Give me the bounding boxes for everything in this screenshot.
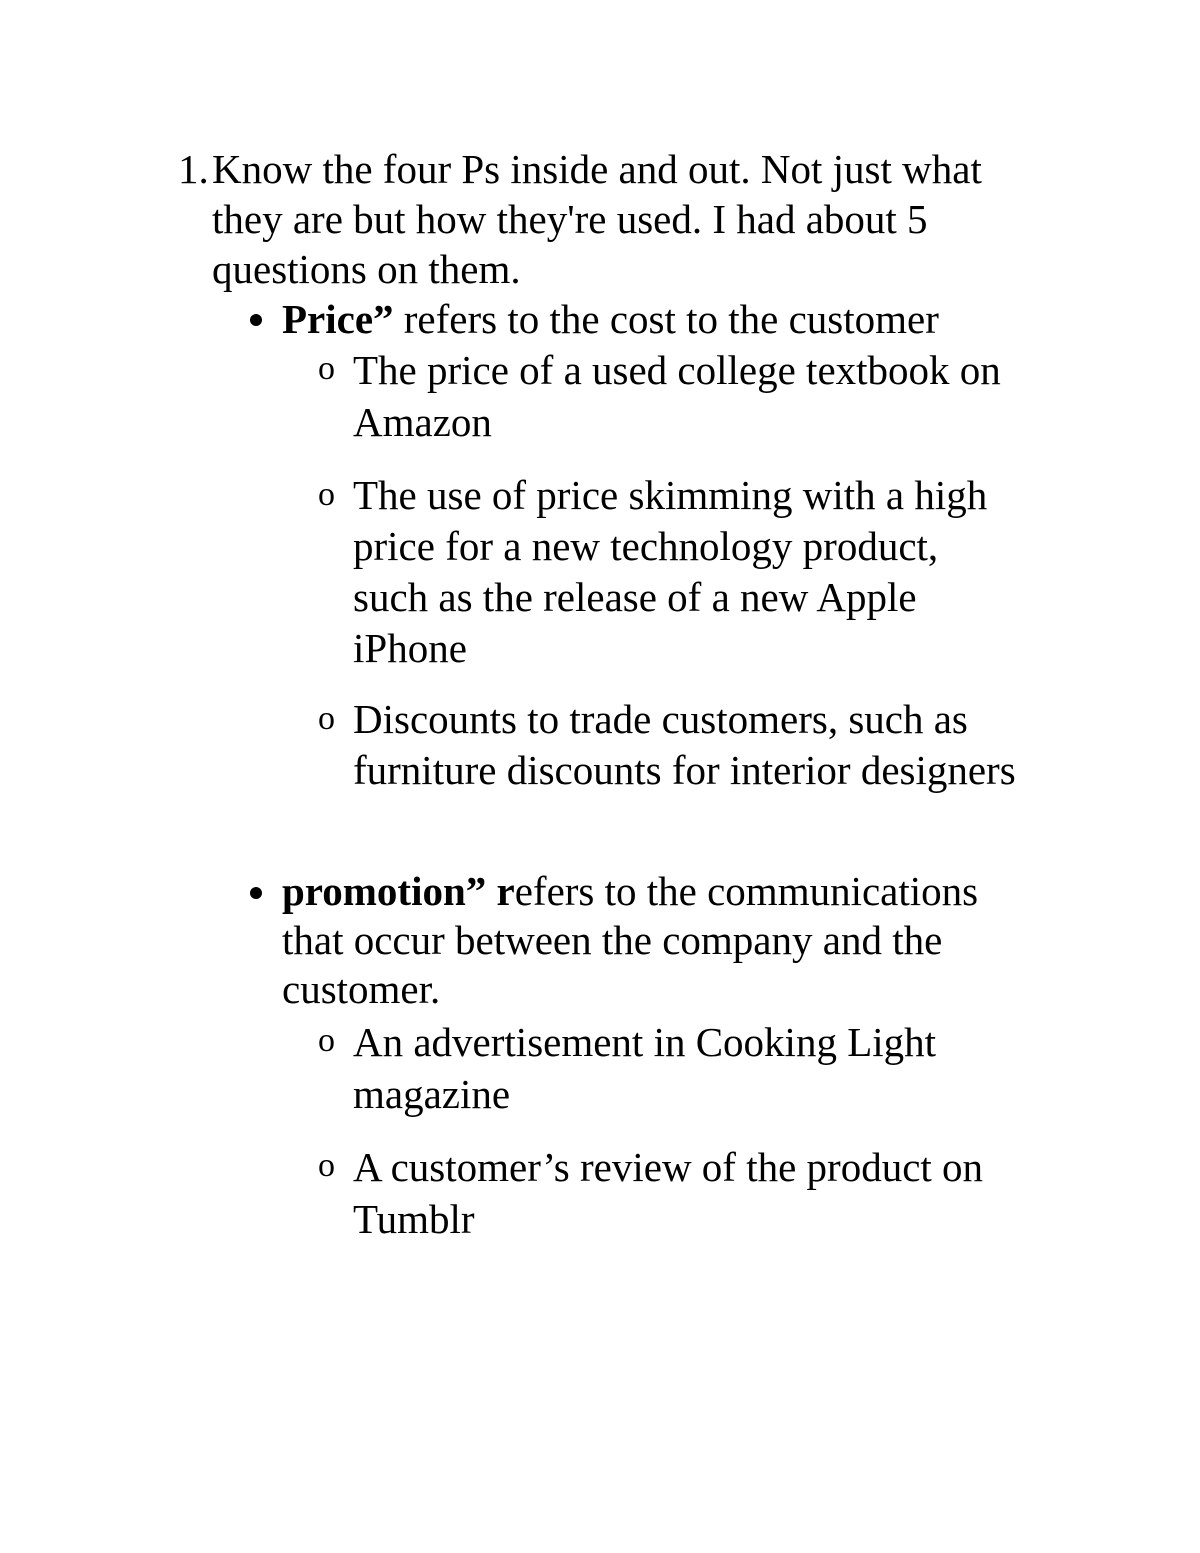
bullet-term: Price” bbox=[282, 296, 394, 342]
bullet-dot-icon bbox=[250, 314, 262, 326]
sub-bullet-promotion-1 bbox=[318, 1016, 1018, 1120]
bullet-text bbox=[282, 867, 1036, 1014]
numbered-item-1 bbox=[178, 144, 1038, 294]
sub-bullet-text: The use of price skimming with a high price for a new technology product, such as the release of a new Apple iPhone bbox=[353, 472, 988, 671]
bullet-term: promotion” r bbox=[282, 868, 515, 914]
sub-bullet-marker: o bbox=[318, 1022, 335, 1059]
sub-bullet-marker: o bbox=[318, 700, 335, 737]
sub-bullet-text: The price of a used college textbook on Amazon bbox=[353, 347, 1001, 445]
sub-bullet-marker: o bbox=[318, 1147, 335, 1184]
sub-bullet-price-2 bbox=[318, 470, 1018, 674]
bullet-text bbox=[282, 294, 1036, 344]
bullet-dot-icon bbox=[250, 887, 262, 899]
bullet-price bbox=[246, 294, 1036, 344]
bullet-definition: efers to the communications that occur between the company and the customer. bbox=[282, 868, 979, 1012]
bullet-promotion bbox=[246, 867, 1036, 1014]
sub-bullet-price-3 bbox=[318, 694, 1018, 796]
item-intro-text: Know the four Ps inside and out. Not just what they are but how they're used. I had about 5 questions on them. bbox=[212, 146, 982, 292]
sub-bullet-text: An advertisement in Cooking Light magazine bbox=[353, 1019, 937, 1117]
sub-bullet-price-1 bbox=[318, 344, 1018, 448]
sub-bullet-text: A customer’s review of the product on Tumblr bbox=[353, 1144, 984, 1242]
sub-bullet-text: Discounts to trade customers, such as furniture discounts for interior designers bbox=[353, 696, 1016, 793]
bullet-definition: refers to the cost to the customer bbox=[393, 296, 939, 342]
item-number: 1. bbox=[178, 146, 209, 192]
sub-bullet-promotion-2 bbox=[318, 1141, 1018, 1245]
sub-bullet-marker: o bbox=[318, 350, 335, 387]
sub-bullet-marker: o bbox=[318, 476, 335, 513]
